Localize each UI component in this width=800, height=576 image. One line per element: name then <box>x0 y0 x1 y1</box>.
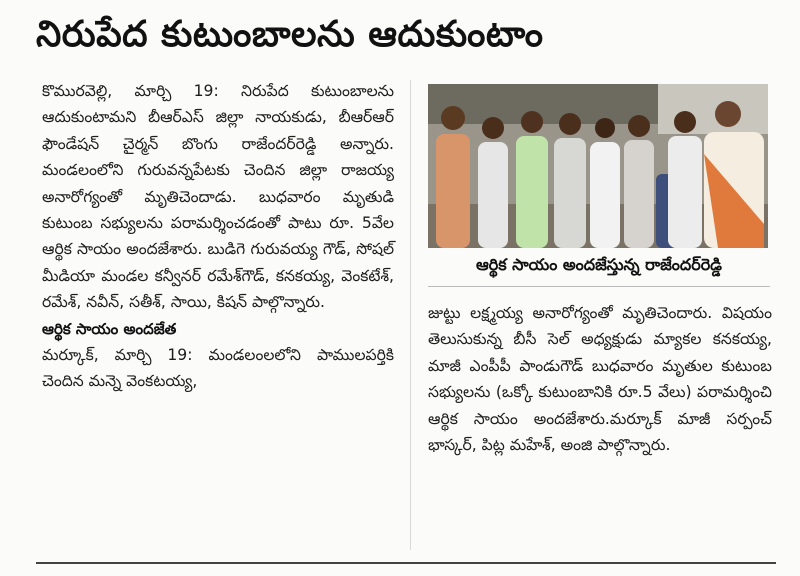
left-column <box>42 78 394 394</box>
right-column <box>428 300 772 458</box>
headline: నిరుపేద కుటుంబాలను ఆదుకుంటాం <box>36 14 544 55</box>
subheading: ఆర్థిక సాయం అందజేత <box>42 319 177 338</box>
caption-rule <box>428 286 770 287</box>
story-2-body-part2: జుట్టు లక్ష్మయ్య అనారోగ్యంతో మృతిచెందారు. విషయం తెలుసుకున్న బీసీ సెల్ అధ్యక్షుడు మ్యాకల కనకయ్య, మాజీ ఎంపీపీ పాండుగౌడ్ బుధవారం మృతుల కుటుంబ సభ్యులను (ఒక్కో కుటుంబానికి రూ.5 వేలు) పరామర్శించి ఆర్థిక సాయం అందజేశారు.మర్కూక్ మాజీ సర్పంచ్ భాస్కర్, పిట్ల మహేశ్, అంజి పాల్గొన్నారు. <box>428 304 772 455</box>
column-divider <box>410 80 411 550</box>
news-photo <box>428 84 768 248</box>
story-2-body-part1: మర్కూక్, మార్చి 19: మండలంలలోని పాములపర్తికి చెందిన మన్నె వెంకటయ్య, <box>42 345 394 391</box>
story-1-body: కొమురవెల్లి, మార్చి 19: నిరుపేద కుటుంబాలను ఆదుకుంటామని బీఆర్ఎస్ జిల్లా నాయకుడు, బీఆర్ఆర్ ఫౌండేషన్ చైర్మన్ బొంగు రాజేందర్‌రెడ్డి అన్నారు. మండలంలోని గురువన్నపేటకు చెందిన జిల్లా రాజయ్య అనారోగ్యంతో మృతిచెందాడు. బుధవారం మృతుడి కుటుంబ సభ్యులను పరామర్శించడంతో పాటు రూ. 5వేల ఆర్థిక సాయం అందజేశారు. బుడిగె గురువయ్య గౌడ్, సోషల్ మీడియా మండల కన్వీనర్ రమేశ్‌గౌడ్, కనకయ్య, వెంకటేశ్, రమేశ్, నవీన్, సతీశ్, సాయి, కిషన్ పాల్గొన్నారు. <box>42 82 394 312</box>
bottom-rule <box>36 562 776 564</box>
photo-caption: ఆర్థిక సాయం అందజేస్తున్న రాజేందర్‌రెడ్డి <box>475 255 723 274</box>
